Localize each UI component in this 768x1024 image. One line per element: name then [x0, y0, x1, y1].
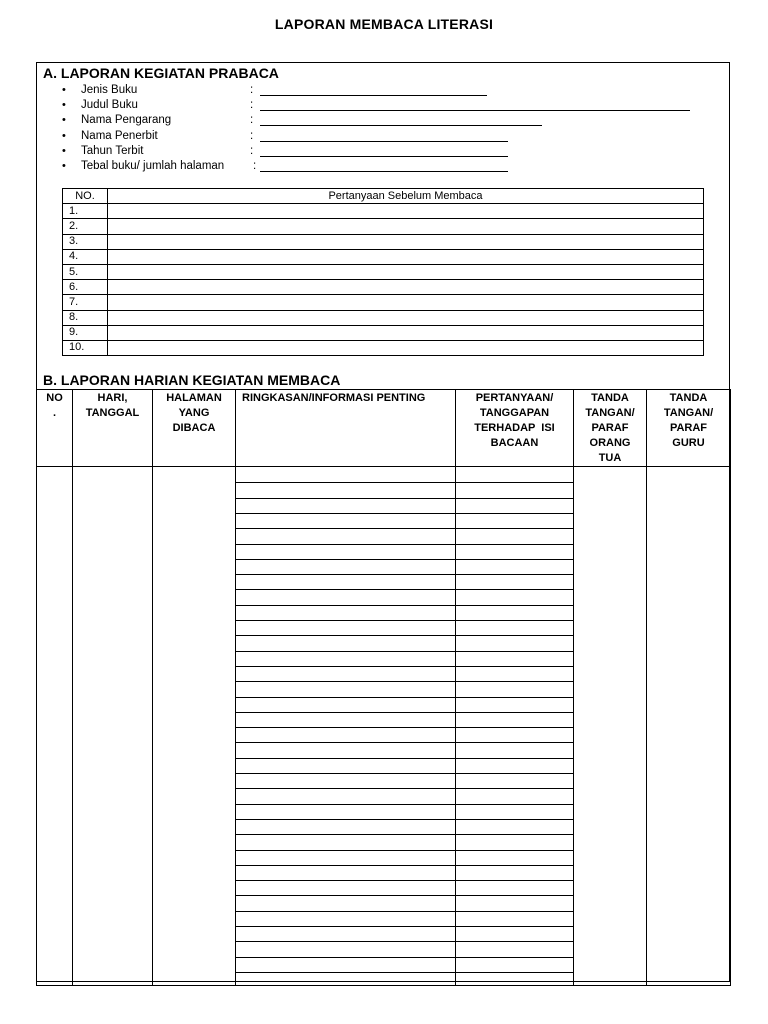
bullet-icon: • [62, 159, 66, 172]
writing-line [456, 528, 573, 529]
header-line: RINGKASAN/INFORMASI PENTING [242, 392, 426, 404]
field-colon: : [250, 114, 254, 127]
ruled-lines [236, 467, 455, 985]
writing-line [236, 865, 455, 866]
writing-line [236, 574, 455, 575]
section-b-title: B. LAPORAN HARIAN KEGIATAN MEMBACA [43, 372, 341, 388]
pertanyaan-cell[interactable] [456, 467, 574, 986]
field-colon: : [250, 129, 254, 142]
row-number: 1. [63, 204, 108, 219]
field-colon: : [250, 144, 254, 157]
writing-line [236, 544, 455, 545]
row-number: 9. [63, 325, 108, 340]
header-line: TANDA [669, 392, 708, 404]
writing-line [456, 972, 573, 973]
writing-line [236, 681, 455, 682]
field-colon: : [250, 99, 254, 112]
table-row [63, 325, 704, 340]
writing-line [236, 651, 455, 652]
writing-line [236, 697, 455, 698]
nama-pengarang-input-line[interactable] [260, 125, 542, 126]
field-label: Judul Buku [81, 99, 138, 112]
writing-line [456, 742, 573, 743]
table-row [63, 249, 704, 264]
row-number: 3. [63, 234, 108, 249]
writing-line [236, 972, 455, 973]
writing-line [456, 559, 573, 560]
writing-line [456, 850, 573, 851]
writing-line [236, 742, 455, 743]
writing-line [236, 498, 455, 499]
writing-line [456, 544, 573, 545]
col-header-no [37, 390, 73, 467]
header-line: TANGGAL [85, 407, 140, 419]
writing-line [456, 651, 573, 652]
no-cell[interactable] [37, 467, 73, 986]
writing-line [236, 788, 455, 789]
table-row [63, 340, 704, 355]
header-line: . [52, 407, 57, 419]
writing-line [456, 635, 573, 636]
field-label: Jenis Buku [81, 84, 138, 96]
paraf-orang-tua-cell[interactable] [574, 467, 647, 986]
question-cell[interactable] [108, 264, 704, 279]
header-line: DIBACA [172, 422, 216, 434]
bullet-icon: • [62, 114, 66, 127]
writing-line [456, 574, 573, 575]
header-line: TUA [598, 452, 622, 464]
writing-line [456, 865, 573, 866]
writing-line [456, 605, 573, 606]
bullet-icon: • [62, 144, 66, 157]
writing-line [456, 513, 573, 514]
col-header-no: NO. [63, 189, 108, 204]
col-header-question: Pertanyaan Sebelum Membaca [108, 189, 704, 204]
paraf-guru-cell[interactable] [647, 467, 731, 986]
halaman-cell[interactable] [153, 467, 236, 986]
writing-line [236, 482, 455, 483]
writing-line [456, 681, 573, 682]
writing-line [236, 926, 455, 927]
question-cell[interactable] [108, 325, 704, 340]
field-label: Nama Penerbit [81, 129, 158, 142]
field-label: Tahun Terbit [81, 144, 144, 157]
row-number: 7. [63, 295, 108, 310]
writing-line [456, 957, 573, 958]
writing-line [236, 895, 455, 896]
header-line: TANGGAPAN [479, 407, 550, 419]
writing-line [456, 926, 573, 927]
table-row [63, 310, 704, 325]
header-line: GURU [672, 437, 705, 449]
question-cell[interactable] [108, 280, 704, 295]
writing-line [456, 880, 573, 881]
field-colon: : [253, 159, 257, 172]
writing-line [456, 819, 573, 820]
header-line: YANG [178, 407, 210, 419]
col-header-ringkasan [236, 390, 456, 467]
writing-line [456, 758, 573, 759]
writing-line [236, 957, 455, 958]
document-title: LAPORAN MEMBACA LITERASI [274, 16, 494, 32]
writing-line [236, 559, 455, 560]
section-a-title: A. LAPORAN KEGIATAN PRABACA [43, 65, 279, 81]
writing-line [236, 635, 455, 636]
writing-line [236, 834, 455, 835]
header-line: ORANG [589, 437, 631, 449]
writing-line [456, 788, 573, 789]
prereading-questions-table [62, 188, 704, 356]
writing-line [236, 589, 455, 590]
field-label: Nama Pengarang [81, 114, 172, 127]
row-number: 5. [63, 264, 108, 279]
writing-line [236, 513, 455, 514]
col-header-halaman [153, 390, 236, 467]
writing-line [236, 804, 455, 805]
question-cell[interactable] [108, 340, 704, 355]
writing-line [456, 834, 573, 835]
header-line: TANDA [591, 392, 629, 404]
writing-line [456, 727, 573, 728]
ruled-lines [456, 467, 573, 985]
writing-line [456, 895, 573, 896]
question-cell[interactable] [108, 295, 704, 310]
writing-line [236, 620, 455, 621]
writing-line [456, 804, 573, 805]
writing-line [456, 482, 573, 483]
table-row [63, 234, 704, 249]
header-line: HARI, [97, 392, 128, 404]
question-cell[interactable] [108, 310, 704, 325]
nama-penerbit-input-line[interactable] [260, 141, 508, 142]
table-row [63, 204, 704, 219]
question-cell[interactable] [108, 219, 704, 234]
table-row [63, 295, 704, 310]
writing-line [456, 773, 573, 774]
daily-reading-table [36, 389, 731, 986]
table-row [63, 219, 704, 234]
writing-line [236, 850, 455, 851]
judul-buku-input-line[interactable] [260, 110, 690, 111]
writing-line [236, 819, 455, 820]
header-line: TANGAN/ [585, 407, 635, 419]
field-colon: : [250, 84, 254, 96]
table-row [63, 280, 704, 295]
header-line: TERHADAP ISI [474, 422, 555, 434]
question-cell[interactable] [108, 204, 704, 219]
writing-line [456, 712, 573, 713]
row-number: 2. [63, 219, 108, 234]
jenis-buku-input-line[interactable] [260, 95, 487, 96]
table-row [37, 467, 731, 986]
tebal-buku-input-line[interactable] [260, 171, 508, 172]
writing-line [236, 712, 455, 713]
bullet-icon: • [62, 84, 66, 96]
writing-line [236, 727, 455, 728]
header-line: BACAAN [490, 437, 539, 449]
col-header-pertanyaan [456, 390, 574, 467]
writing-line [456, 498, 573, 499]
question-cell[interactable] [108, 234, 704, 249]
writing-line [456, 620, 573, 621]
question-cell[interactable] [108, 249, 704, 264]
field-label: Tebal buku/ jumlah halaman [81, 159, 225, 172]
tahun-terbit-input-line[interactable] [260, 156, 508, 157]
row-number: 4. [63, 249, 108, 264]
writing-line [456, 666, 573, 667]
writing-line [236, 666, 455, 667]
writing-line [236, 605, 455, 606]
header-line: NO [46, 392, 63, 404]
writing-line [236, 941, 455, 942]
bullet-icon: • [62, 129, 66, 142]
header-line: PARAF [669, 422, 708, 434]
report-frame [36, 62, 730, 982]
row-number: 10. [63, 340, 108, 355]
col-header-paraf-orang-tua [574, 390, 647, 467]
writing-line [236, 911, 455, 912]
row-number: 8. [63, 310, 108, 325]
writing-line [236, 758, 455, 759]
hari-tanggal-cell[interactable] [73, 467, 153, 986]
writing-line [456, 941, 573, 942]
writing-line [236, 528, 455, 529]
writing-line [456, 697, 573, 698]
writing-line [236, 773, 455, 774]
table-row [63, 264, 704, 279]
row-number: 6. [63, 280, 108, 295]
writing-line [456, 911, 573, 912]
ringkasan-cell[interactable] [236, 467, 456, 986]
col-header-hari-tanggal [73, 390, 153, 467]
header-line: PERTANYAAN/ [475, 392, 554, 404]
bullet-icon: • [62, 99, 66, 112]
col-header-paraf-guru [647, 390, 731, 467]
writing-line [236, 880, 455, 881]
header-line: HALAMAN [166, 392, 222, 404]
header-line: PARAF [591, 422, 629, 434]
header-line: TANGAN/ [663, 407, 714, 419]
writing-line [456, 589, 573, 590]
